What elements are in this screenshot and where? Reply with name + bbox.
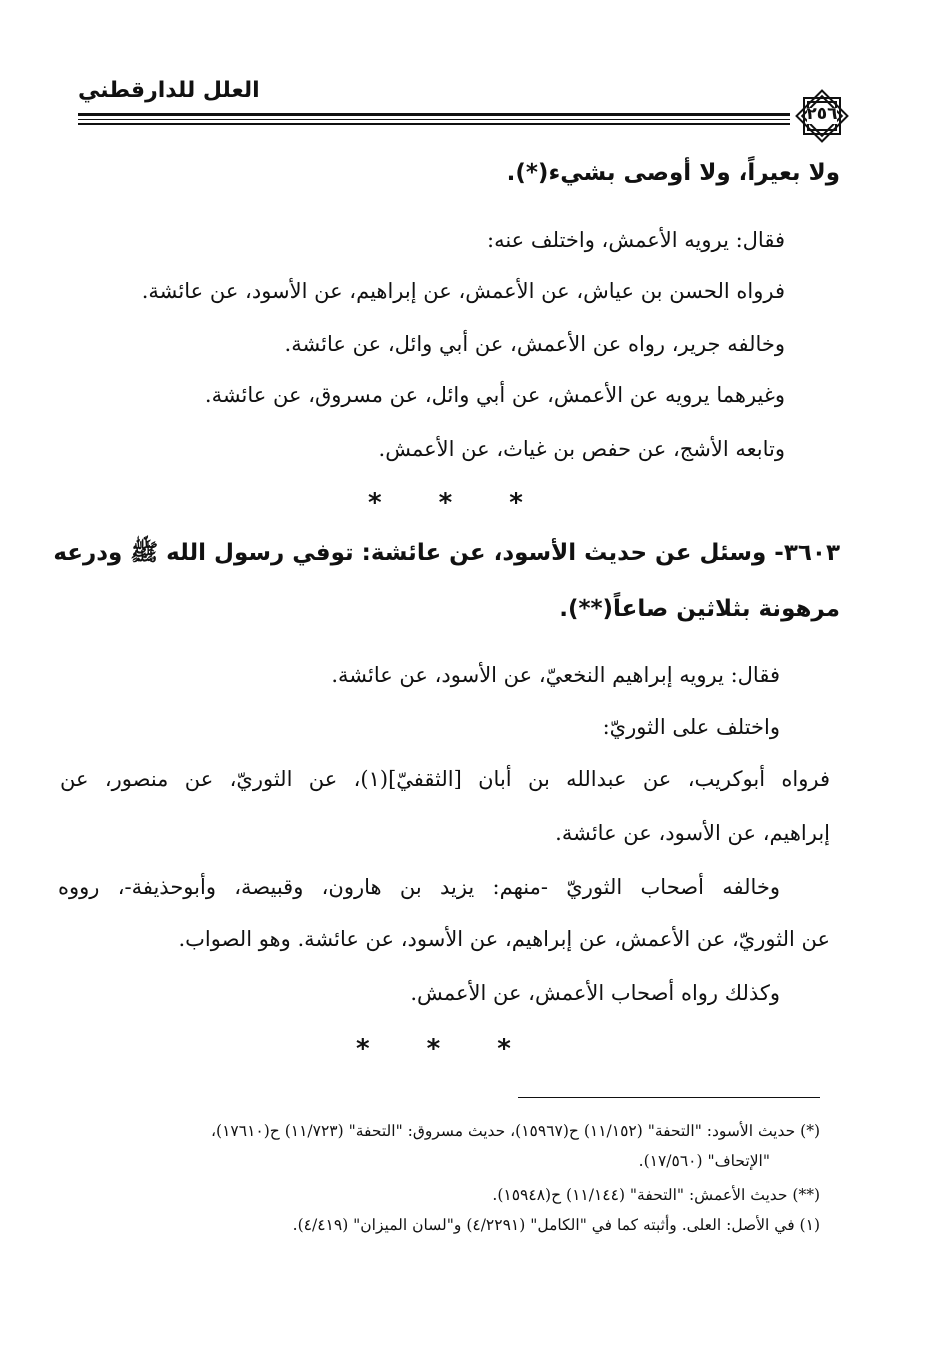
text-line: إبراهيم، عن الأسود، عن عائشة. xyxy=(555,821,830,845)
text-line: وخالفه أصحاب الثوريّ -منهم: يزيد بن هارون، وقبيصة، وأبوحذيفة-، رووه xyxy=(58,875,780,899)
footnote-rule xyxy=(518,1097,820,1098)
section-separator: * * * xyxy=(356,1034,511,1064)
footnote-continued: "الإتحاف" (١٧/٥٦٠). xyxy=(638,1152,770,1170)
footnote: (**) حديث الأعمش: "التحفة" (١١/١٤٤) ح(١٥٩٤٨). xyxy=(492,1186,820,1204)
hadith-heading-continued: مرهونة بثلاثين صاعاً(**). xyxy=(559,596,840,622)
header-rule xyxy=(78,119,790,120)
hadith-heading: ٣٦٠٣- وسئل عن حديث الأسود، عن عائشة: توفي رسول الله ﷺ ودرعه xyxy=(53,540,840,566)
text-line: واختلف على الثوريّ: xyxy=(602,715,780,739)
text-line: فرواه أبوكريب، عن عبدالله بن أبان [الثقفيّ](١)، عن الثوريّ، عن منصور، عن xyxy=(60,767,830,791)
text-line: فقال: يرويه الأعمش، واختلف عنه: xyxy=(487,228,785,252)
text-line: ولا بعيراً، ولا أوصى بشيء(*). xyxy=(506,160,840,186)
text-line: وكذلك رواه أصحاب الأعمش، عن الأعمش. xyxy=(410,981,780,1005)
page-number: ٢٥٦ xyxy=(806,104,838,124)
header-rule xyxy=(78,113,790,116)
page-number-badge xyxy=(790,84,854,148)
running-header-title: العلل للدارقطني xyxy=(78,78,260,103)
text-line: فقال: يرويه إبراهيم النخعيّ، عن الأسود، عن عائشة. xyxy=(331,663,780,687)
text-line: وغيرهما يرويه عن الأعمش، عن أبي وائل، عن مسروق، عن عائشة. xyxy=(204,383,785,407)
text-line: وتابعه الأشج، عن حفص بن غياث، عن الأعمش. xyxy=(378,437,785,461)
section-separator: * * * xyxy=(368,488,523,518)
text-line: فرواه الحسن بن عياش، عن الأعمش، عن إبراهيم، عن الأسود، عن عائشة. xyxy=(141,279,785,303)
footnote: (*) حديث الأسود: "التحفة" (١١/١٥٢) ح(١٥٩٦٧)، حديث مسروق: "التحفة" (١١/٧٢٣) ح(١٧٦١٠)، xyxy=(211,1122,820,1140)
text-line: عن الثوريّ، عن الأعمش، عن إبراهيم، عن الأسود، عن عائشة. وهو الصواب. xyxy=(178,927,830,951)
header-rule xyxy=(78,123,790,125)
footnote: (١) في الأصل: العلى. وأثبته كما في "الكامل" (٤/٢٢٩١) و"لسان الميزان" (٤/٤١٩). xyxy=(292,1216,820,1234)
text-line: وخالفه جرير، رواه عن الأعمش، عن أبي وائل، عن عائشة. xyxy=(284,332,785,356)
